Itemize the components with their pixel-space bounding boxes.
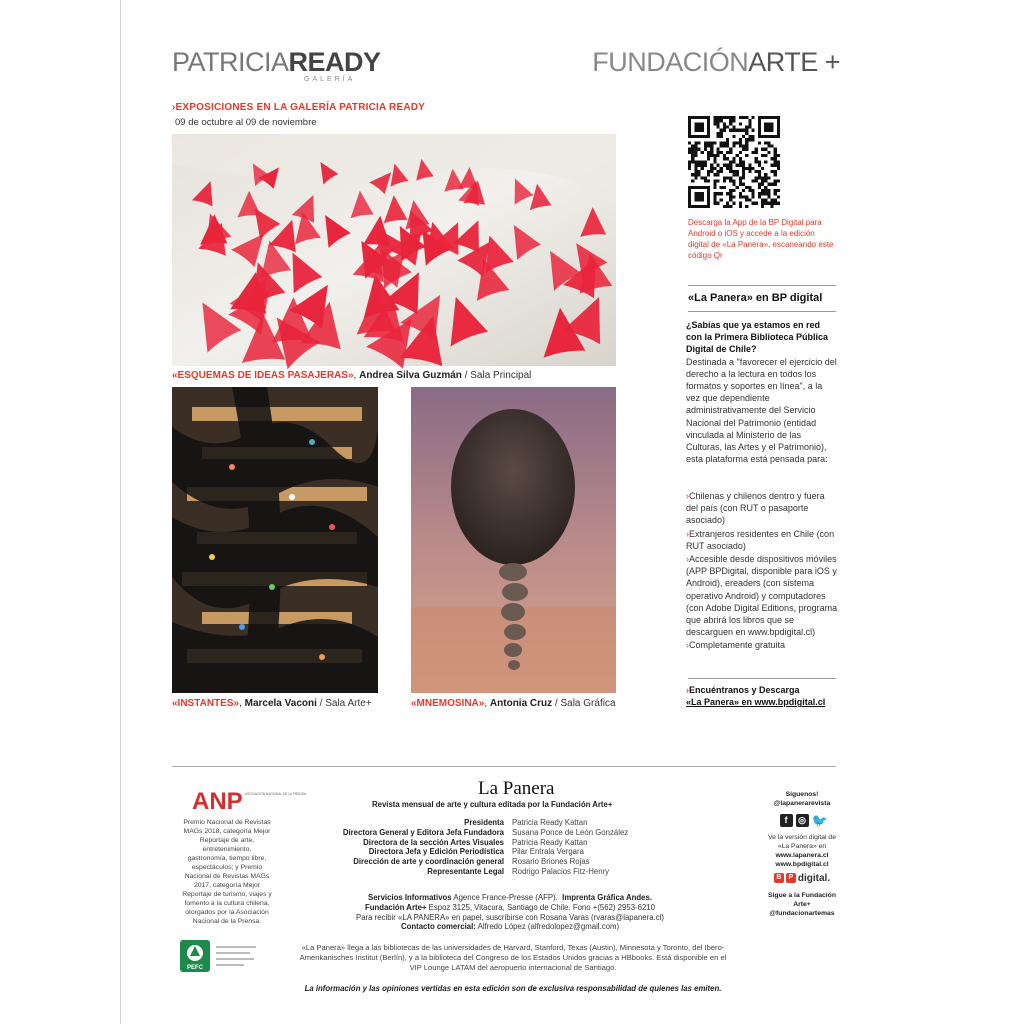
follow-foundation-label: Sigue a la Fundación Arte+ xyxy=(768,892,836,908)
section-title: ›EXPOSICIONES EN LA GALERÍA PATRICIA READY xyxy=(172,102,426,113)
right-column-rule-heading xyxy=(688,311,836,312)
bp-digital-question: ¿Sabías que ya estamos en red con la Primera Biblioteca Pública Digital de Chile? xyxy=(686,320,829,355)
right-column-rule-top xyxy=(688,285,836,286)
section-dates: 09 de octubre al 09 de noviembre xyxy=(175,117,317,128)
caption-esquemas-artist: Andrea Silva Guzmán xyxy=(359,370,462,381)
credit-row: Representante Legal Rodrigo Palacios Fitz-Henry xyxy=(427,866,610,876)
credit-row: Dirección de arte y coordinación general Rosario Briones Rojas xyxy=(353,857,590,867)
anp-logo xyxy=(190,785,306,815)
caption-instantes-title: «INSTANTES» xyxy=(172,698,240,709)
facebook-icon[interactable]: f xyxy=(780,814,793,827)
magazine-handle[interactable]: @lapanerarevista xyxy=(773,800,831,807)
brand-right-light: FUNDACIÓN xyxy=(592,47,749,77)
brand-left-sub: GALERÍA xyxy=(304,76,356,83)
pefc-certification-logo xyxy=(180,940,260,972)
list-item: ›Chilenas y chilenos dentro y fuera del país (con RUT o pasaporte asociado) xyxy=(686,491,825,526)
cta-line1: Encuéntranos y Descarga xyxy=(689,685,800,695)
caption-instantes-artist: Marcela Vaconi xyxy=(244,698,317,709)
distribution-text: «La Panera» llega a las bibliotecas de las universidades de Harvard, Stanford, Texas (Austin), Minnesota y Toronto, del Ibero-Amerikanisches Institut (Berlín), y a la biblioteca del Congreso de los Estados Unidos gracias a HBbooks. Está disponible en el VIP Lounge LATAM del aeropuerto internacional de Santiago. xyxy=(299,943,727,972)
credit-row: Directora General y Editora Jefa Fundadora Susana Ponce de León González xyxy=(342,827,629,837)
footer-rule xyxy=(172,766,836,767)
brand-left-light: PATRICIA xyxy=(172,47,289,77)
cta-link[interactable]: «La Panera» en www.bpdigital.cl xyxy=(686,697,826,708)
patricia-ready-logo xyxy=(172,47,381,83)
artwork-instantes-image xyxy=(172,387,378,693)
caption-esquemas-room: / Sala Principal xyxy=(461,370,532,381)
caption-esquemas-title: «ESQUEMAS DE IDEAS PASAJERAS» xyxy=(172,370,354,381)
caption-mnemosina-room: / Sala Gráfica xyxy=(552,698,616,709)
disclaimer-text: La información y las opiniones vertidas en esta edición son de exclusiva responsabilidad de quienes las emiten. xyxy=(304,984,722,993)
subscribe-text[interactable]: Para recibir «LA PANERA» en papel, suscribirse con Rosana Varas (rvaras@lapanera.cl) xyxy=(356,912,664,922)
caption-mnemosina-title: «MNEMOSINA» xyxy=(411,698,485,709)
caption-instantes-room: / Sala Arte+ xyxy=(316,698,372,709)
bp-digital-description: Destinada a "favorecer el ejercicio del derecho a la lectura en todos los formatos y soportes en línea", a la vez que dependiente administrativamente del Servicio Nacional del Patrimonio (entidad vinculada al Ministerio de las Culturas, las Artes y el Patrimonio), esta plataforma está pensada para: xyxy=(686,356,837,465)
artwork-mnemosina-image xyxy=(411,387,616,693)
credit-row: Directora Jefa y Edición Periodística Pilar Entrala Vergara xyxy=(368,847,584,857)
qr-code-icon[interactable] xyxy=(688,116,780,208)
right-column-rule-cta xyxy=(688,678,836,679)
anp-award-text: Premio Nacional de Revistas MAGs 2018, categoría Mejor Reportaje de arte, entretenimiento, gastronomía, tiempo libre, espectáculos; y Premio Nacional de Revistas MAGs 2017, categoría Mejor Reportaje de turismo, viajes y fomento a la cultura chilena, otorgados por la Asociación Nacional de la Prensa. xyxy=(182,819,272,925)
social-block xyxy=(762,790,842,918)
list-item: ›Extranjeros residentes en Chile (con RUT asociado) xyxy=(686,528,835,551)
digital-version-text: Ve la versión digital de «La Panera» en xyxy=(767,834,836,850)
pefc-label: PEFC xyxy=(186,965,204,971)
social-icons xyxy=(762,814,842,827)
twitter-icon[interactable]: 🐦 xyxy=(811,813,828,828)
follow-label: Síguenos! xyxy=(785,791,819,798)
credit-row: Directora de la sección Artes Visuales Patricia Ready Kattan xyxy=(363,837,588,847)
page-edge-rule xyxy=(120,0,121,1024)
caption-instantes: «INSTANTES», Marcela Vaconi / Sala Arte+ xyxy=(172,698,372,709)
fundacion-arte-logo xyxy=(592,48,840,76)
masthead-credits xyxy=(300,818,680,877)
list-item: ›Accesible desde dispositivos móviles (APP BPDigital, disponible para iOS y Android), ereaders (con sistema operativo Android) y computadores (con Adobe Digital Editions, programa que abrirá los libros que se descarguen en www.bpdigital.cl) xyxy=(686,554,838,638)
list-item: ›Completamente gratuita xyxy=(686,640,786,651)
caption-mnemosina-artist: Antonia Cruz xyxy=(489,698,553,709)
bp-digital-heading: «La Panera» en BP digital xyxy=(688,292,823,304)
lapanera-url-link[interactable]: www.lapanera.cl xyxy=(775,852,829,859)
anp-logo-text: ANP xyxy=(192,788,243,815)
credit-row: Presidenta Patricia Ready Kattan xyxy=(464,818,588,827)
masthead-info: Servicios Informativos Agence France-Presse (AFP). Imprenta Gráfica Andes. Fundación Arte+ Espoz 3125, Vitacura, Santiago de Chile. Fono +(562) 2953-6210 Para recibir «LA PANERA» en papel, suscribirse con Rosana Varas (rvaras@lapanera.cl) Contacto comercial: Alfredo López (alfredolopez@gmail.com) xyxy=(300,893,720,932)
foundation-handle[interactable]: @fundacionartemas xyxy=(769,910,835,917)
anp-logo-small: ASOCIACIÓN NACIONAL DE LA PRENSA xyxy=(245,792,306,796)
bp-digital-list xyxy=(686,490,838,653)
contact-link[interactable]: Alfredo López (alfredolopez@gmail.com) xyxy=(475,922,620,932)
instagram-icon[interactable]: ◎ xyxy=(796,814,809,827)
bp-digital-body xyxy=(686,319,838,465)
bp-digital-cta[interactable]: ›Encuéntranos y Descarga «La Panera» en www.bpdigital.cl xyxy=(686,685,826,708)
caption-esquemas: «ESQUEMAS DE IDEAS PASAJERAS», Andrea Silva Guzmán / Sala Principal xyxy=(172,370,532,381)
bp-digital-logo: B P digital. xyxy=(762,873,842,883)
qr-description: Descarga la App de la BP Digital para Android o iOS y accede a la edición digital de «La Panera», escaneando este código Qr xyxy=(688,218,834,260)
masthead-subtitle: Revista mensual de arte y cultura editada por la Fundación Arte+ xyxy=(372,800,613,809)
brand-left-bold: READY xyxy=(288,47,381,77)
caption-mnemosina: «MNEMOSINA», Antonia Cruz / Sala Gráfica xyxy=(411,698,616,709)
brand-right-bold: ARTE + xyxy=(748,47,840,77)
masthead-title: La Panera xyxy=(478,778,555,799)
artwork-esquemas-image xyxy=(172,134,616,366)
bpdigital-url-link[interactable]: www.bpdigital.cl xyxy=(775,861,829,868)
